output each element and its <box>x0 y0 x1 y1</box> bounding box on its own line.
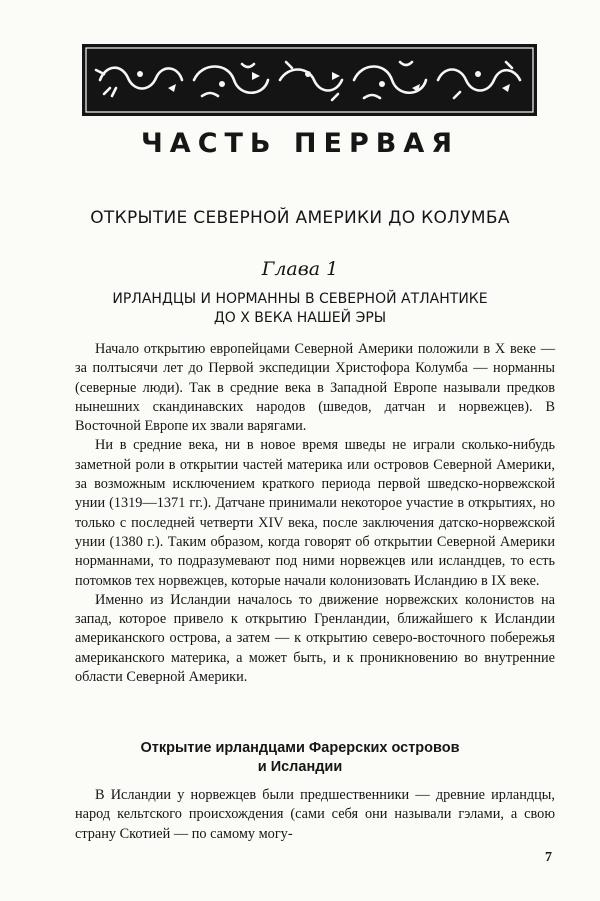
subheading <box>0 739 600 777</box>
chapter-label: Глава 1 <box>261 258 339 280</box>
subheading-line-1: Открытие ирландцами Фарерских островов <box>140 740 460 756</box>
paragraph-3: Именно из Исландии началось то движение норвежских колонистов на запад, которое привело к открытию Гренландии, ближайшего к Исландии американского острова, а затем — к открытию северо-восточного побережья американского материка, а может быть, и к проникновению во внутренние области Северной Америки. <box>75 591 555 686</box>
section-title: ОТКРЫТИЕ СЕВЕРНОЙ АМЕРИКИ ДО КОЛУМБА <box>90 208 510 228</box>
body-text-2 <box>75 786 555 844</box>
body-text <box>75 340 555 687</box>
paragraph-2: Ни в средние века, ни в новое время шведы не играли сколько-нибудь заметной роли в открытии частей материка или островов Северной Америки, за возможным исключением краткого периода первой шведско-норвежской унии (1319—1371 гг.). Датчане принимали некоторое участие в открытиях, но только с последней четверти XIV века, после заключения датско-норвежской унии (1380 г.). Таким образом, когда говорят об открытии Северной Америки норманнами, то подразумевают под ними норвежцев или исландцев, то есть потомков тех норвежцев, которые начали колонизовать Исландию в IX веке. <box>75 437 555 589</box>
paragraph-1: Начало открытию европейцами Северной Америки положили в X веке — за полтысячи лет до Первой экспедиции Христофора Колумба — норманны (северные люди). Так в средние века в Западной Европе называли предков нынешних скандинавских народов (шведов, датчан и норвежцев). В Восточной Европе их звали варягами. <box>75 341 555 435</box>
chapter-title-line-1: ИРЛАНДЦЫ И НОРМАННЫ В СЕВЕРНОЙ АТЛАНТИКЕ <box>112 291 488 307</box>
chapter-title <box>0 290 600 328</box>
paragraph-4: В Исландии у норвежцев были предшественники — древние ирландцы, народ кельтского происхождения (сами себя они называли гэлами, а свою страну Скотией — по самому могу- <box>75 787 555 842</box>
page-number: 7 <box>545 850 552 865</box>
ornament-banner <box>82 44 537 116</box>
part-title: ЧАСТЬ ПЕРВАЯ <box>140 128 460 159</box>
ornament-pattern-icon <box>82 44 537 116</box>
chapter-title-line-2: ДО X ВЕКА НАШЕЙ ЭРЫ <box>213 310 387 326</box>
subheading-line-2: и Исландии <box>257 759 343 775</box>
